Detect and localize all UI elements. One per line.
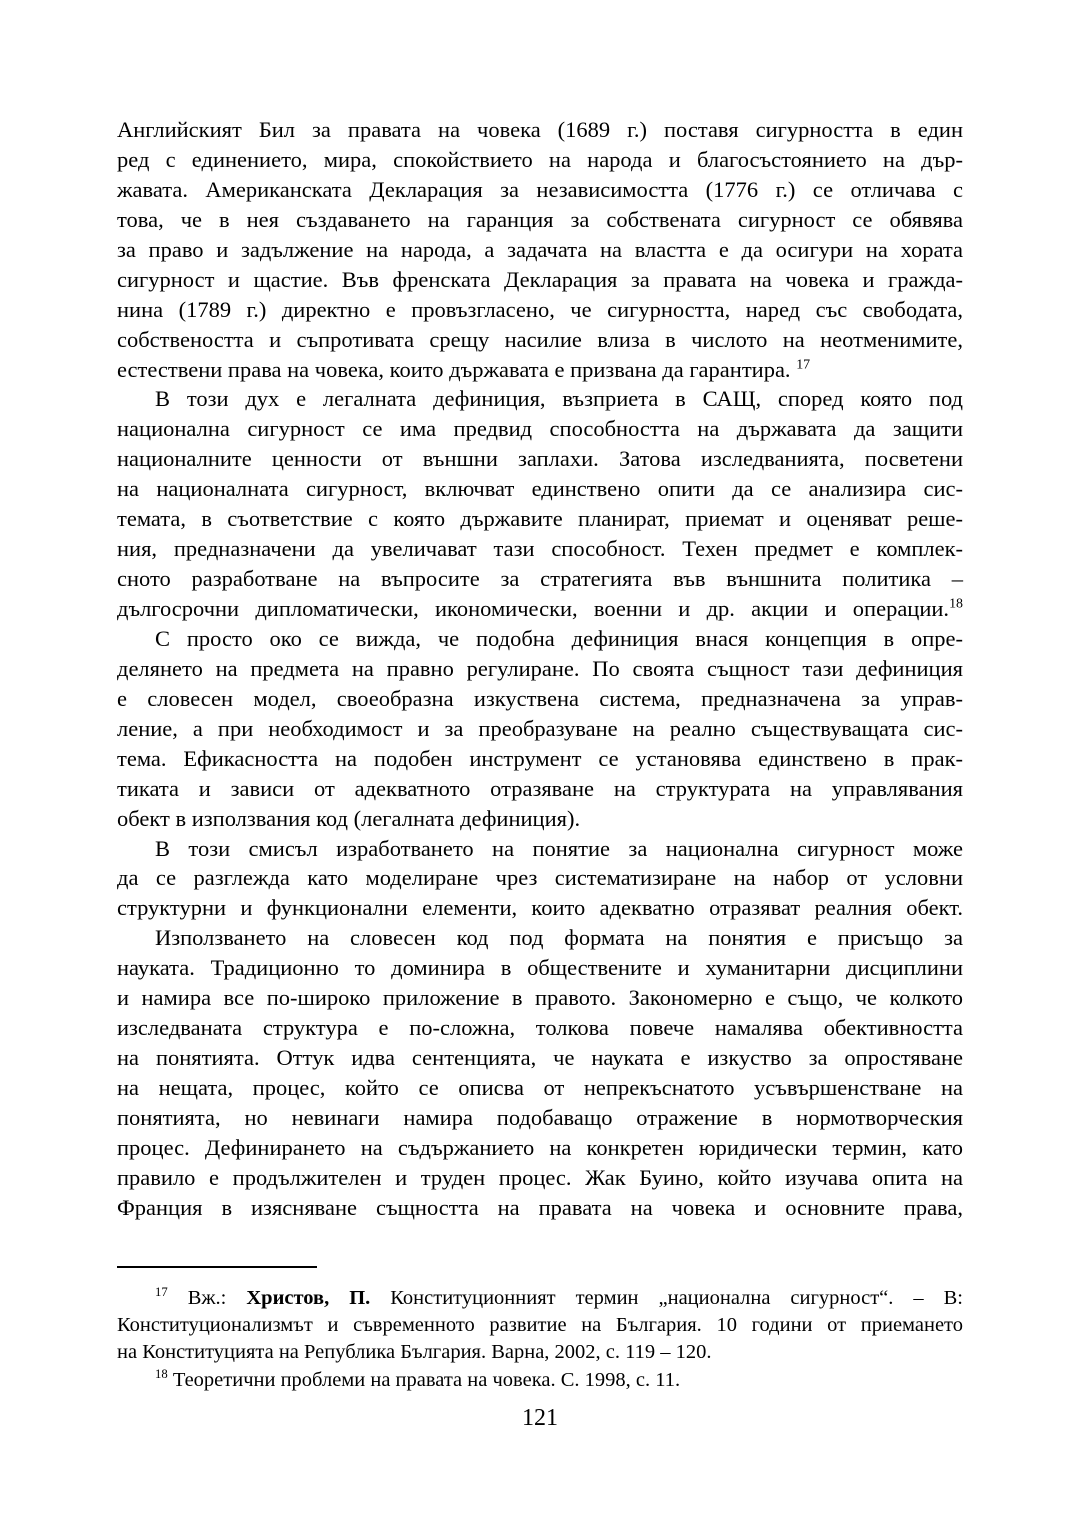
text-line <box>117 654 963 684</box>
text-run: националните ценности от външни заплахи. Затова изследванията, посветени <box>117 446 963 472</box>
text-run: е словесен модел, своеобразна изкуствена система, предназначена за управ- <box>117 685 963 711</box>
text-line <box>117 205 963 235</box>
text-line <box>117 923 963 953</box>
text-line <box>117 384 963 414</box>
text-line <box>117 714 963 744</box>
text-line <box>117 1043 963 1073</box>
text-line <box>117 1133 963 1163</box>
text-run: това, че в нея създаването на гаранция за собствената сигурност се обявява <box>117 206 963 232</box>
text-run: жавата. Американската Декларация за независимостта (1776 г.) се отличава с <box>117 176 963 202</box>
text-line <box>117 414 963 444</box>
text-line <box>117 265 963 295</box>
footnote-ref: 18 <box>949 596 963 612</box>
text-run: структурни и функционални елементи, които адекватно отразяват реалния обект. <box>117 895 963 921</box>
text-run: на нещата, процес, който се описва от непрекъснатото усъвършенстване на <box>117 1075 963 1100</box>
text-run: тема. Ефикасността на подобен инструмент се установява единствено в прак- <box>117 745 963 771</box>
text-run: на националната сигурност, включват единствено опити да се анализира сис- <box>117 476 963 502</box>
text-line <box>117 325 963 355</box>
text-run: обект в използвания код (легалната дефиниция). <box>117 805 581 831</box>
text-line <box>117 774 963 804</box>
body-paragraph <box>117 384 963 624</box>
text-line <box>117 504 963 534</box>
text-line <box>117 355 963 385</box>
text-run: Конституционализмът и съвременното развитие на България. 10 години от приемането <box>117 1314 963 1337</box>
body-paragraph <box>117 624 963 834</box>
text-line <box>117 1339 963 1366</box>
text-run: понятията, но невинаги намира подобаващо отражение в нормотворческия <box>117 1104 963 1130</box>
body-paragraph <box>117 115 963 384</box>
text-run: сното разработване на въпросите за стратегията във външнита политика – <box>117 566 963 592</box>
text-run: ление, а при необходимост и за преобразуване на реално съществуващата сис- <box>117 715 963 741</box>
bold-text-run: Христов, П. <box>246 1287 371 1309</box>
text-run: В този смисъл изработването на понятие за национална сигурност може <box>155 835 963 861</box>
page-number: 121 <box>522 1405 558 1431</box>
body-paragraph <box>117 834 963 924</box>
text-run: Франция в изясняване същността на правата на човека и основните права, <box>117 1194 963 1220</box>
footnote-item <box>117 1285 963 1367</box>
text-line <box>117 1073 963 1103</box>
footnote-ref: 17 <box>155 1285 168 1300</box>
text-run: В този дух е легалната дефиниция, възприета в САЩ, според която под <box>155 386 963 412</box>
text-line <box>117 564 963 594</box>
text-run: Конституционният термин „национална сигурност“. – В: <box>370 1287 964 1309</box>
text-line <box>117 235 963 265</box>
text-run: Английският Бил за правата на човека (1689 г.) поставя сигурността в един <box>117 117 963 142</box>
footnote-list <box>117 1285 963 1394</box>
text-run: сигурност и щастие. Във френската Декларация за правата на човека и гражда- <box>117 266 963 292</box>
text-line <box>117 1193 963 1223</box>
footnote-ref: 17 <box>796 357 811 372</box>
text-run: ния, предназначени да увеличават тази способност. Техен предмет е комплек- <box>117 536 963 562</box>
text-line <box>117 744 963 774</box>
text-line <box>117 863 963 893</box>
text-line <box>117 594 963 624</box>
text-line <box>117 804 963 834</box>
text-run: нина (1789 г.) директно е провъзгласено, че сигурността, наред със свободата, <box>117 296 963 322</box>
text-line <box>117 1285 963 1312</box>
text-line <box>117 534 963 564</box>
text-run: правило е продължителен и труден процес. Жак Буино, който изучава опита на <box>117 1164 963 1190</box>
text-line <box>117 1367 963 1394</box>
text-run: естествени права на човека, които държавата е призвана да гарантира. <box>117 356 797 382</box>
text-run: Използването на словесен код под формата на понятия е присъщо за <box>155 925 963 951</box>
text-run: процес. Дефинирането на съдържанието на конкретен юридически термин, като <box>117 1134 963 1160</box>
footnote-separator <box>117 1266 317 1268</box>
text-run: темата, в съответствие с която държавите планират, приемат и оценяват реше- <box>117 506 963 532</box>
text-run: на Конституцията на Република България. Варна, 2002, с. 119 – 120. <box>117 1341 712 1364</box>
text-run: собствеността и съпротивата срещу насилие влиза в числото на неотменимите, <box>117 326 963 352</box>
text-run: Теоретични проблеми на правата на човека. С. 1998, с. 11. <box>167 1368 681 1391</box>
text-line <box>117 444 963 474</box>
footnotes <box>117 1266 963 1394</box>
text-line <box>117 474 963 504</box>
text-line <box>117 145 963 175</box>
text-run: на понятията. Оттук идва сентенцията, че науката е изкуство за опростяване <box>117 1045 963 1071</box>
text-run: Вж.: <box>167 1287 247 1309</box>
text-line <box>117 115 963 145</box>
text-line <box>117 684 963 714</box>
text-line <box>117 1312 963 1339</box>
body-paragraph <box>117 923 963 1222</box>
text-run: ред с единението, мира, спокойствието на народа и благосъстоянието на дър- <box>117 146 963 172</box>
text-run: тиката и зависи от адекватното отразяване на структурата на управлявания <box>117 775 963 801</box>
text-line <box>117 295 963 325</box>
text-run: национална сигурност се има предвид способността на държавата да защити <box>117 416 963 442</box>
text-line <box>117 953 963 983</box>
text-line <box>117 983 963 1013</box>
body-text <box>117 115 963 1223</box>
footnote-item <box>117 1367 963 1394</box>
text-line <box>117 1163 963 1193</box>
text-line <box>117 175 963 205</box>
text-line <box>117 1103 963 1133</box>
footnote-ref: 18 <box>155 1366 168 1381</box>
text-run: науката. Традиционно то доминира в обществените и хуманитарни дисциплини <box>117 955 963 981</box>
text-line <box>117 624 963 654</box>
text-line <box>117 893 963 923</box>
text-run: да се разглежда като моделиране чрез систематизиране на набор от условни <box>117 865 963 891</box>
text-line <box>117 834 963 864</box>
text-run: С просто око се вижда, че подобна дефиниция внася концепция в опре- <box>155 625 963 651</box>
text-run: дългосрочни дипломатически, икономически, военни и др. акции и операции. <box>117 596 950 621</box>
text-run: делянето на предмета на правно регулиране. По своята същност тази дефиниция <box>117 655 963 681</box>
text-run: изследваната структура е по-сложна, толкова повече намалява обективността <box>117 1015 963 1041</box>
text-run: и намира все по-широко приложение в правото. Закономерно е също, че колкото <box>117 985 963 1011</box>
text-line <box>117 1013 963 1043</box>
text-run: за право и задължение на народа, а задачата на властта е да осигури на хората <box>117 236 963 262</box>
